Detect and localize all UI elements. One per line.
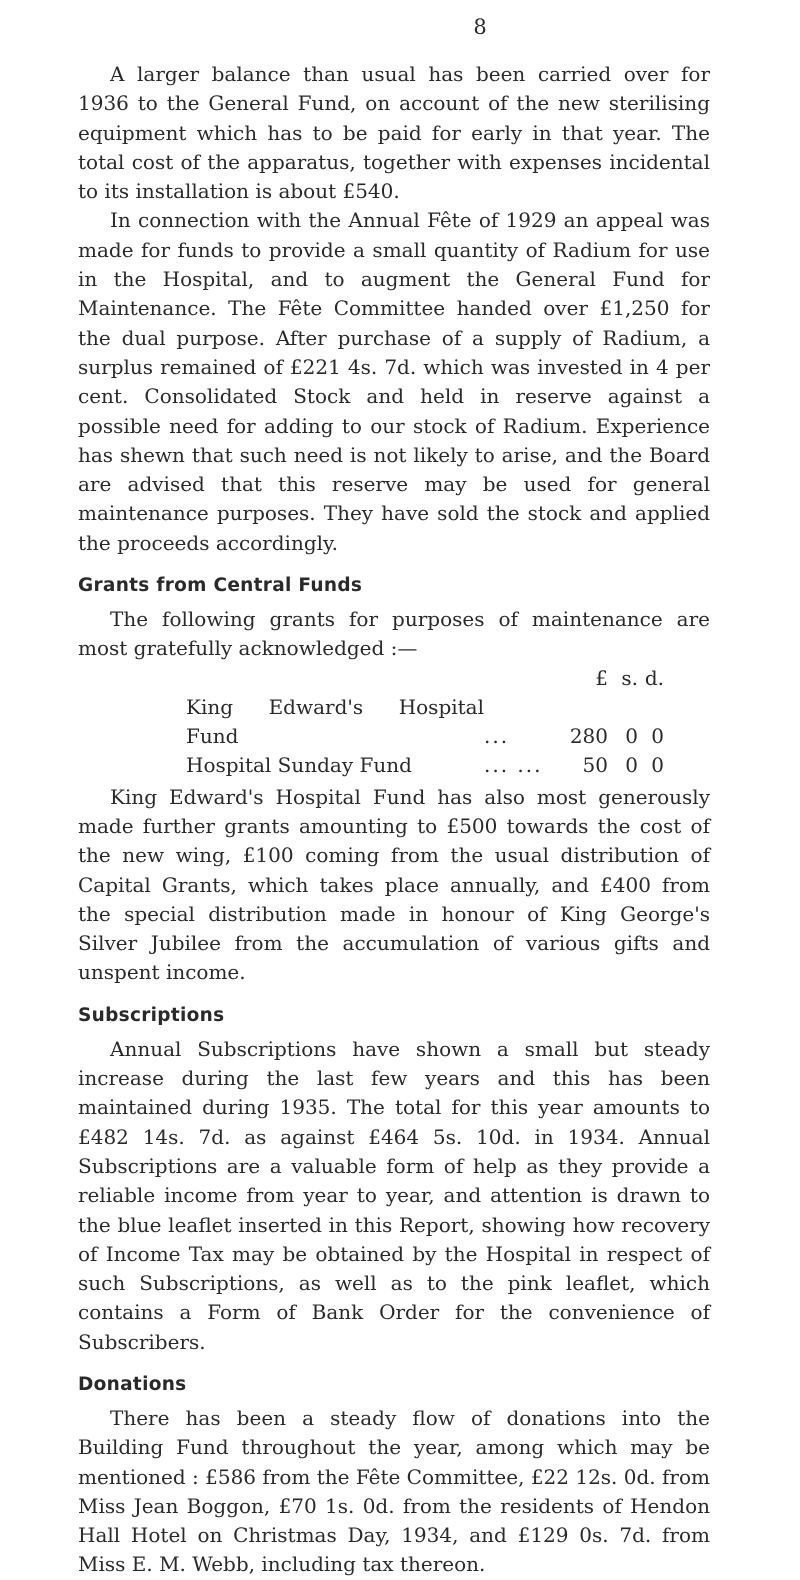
grants-table-header — [186, 664, 664, 693]
column-shillings: s. — [621, 665, 638, 690]
grant-shillings: 0 — [625, 752, 638, 777]
heading-subscriptions: Subscriptions — [78, 1004, 225, 1026]
grant-pence: 0 — [651, 752, 664, 777]
leader-dots: ... — [484, 723, 510, 748]
table-row — [186, 693, 664, 751]
leader-dots: ... ... — [484, 752, 543, 777]
paragraph-king-edward-grants: King Edward's Hospital Fund has also most generously made further grants amounting to £500 towards the cost of the new wing, £100 coming from the usual distribution of Capital Grants, which takes place annually, and £400 from the special distribution made in honour of King George's Silver Jubilee from the accumulation of various gifts and unspent income. — [78, 784, 710, 985]
table-row — [186, 751, 664, 780]
column-pence: d. — [644, 665, 664, 690]
heading-grants: Grants from Central Funds — [78, 575, 363, 597]
grant-shillings: 0 — [625, 723, 638, 748]
heading-donations: Donations — [78, 1373, 187, 1395]
grant-pounds: 280 — [569, 723, 608, 748]
grant-pounds: 50 — [582, 752, 608, 777]
column-pounds: £ — [595, 665, 608, 690]
paragraph-grants-intro: The following grants for purposes of maintenance are most gratefully acknowledged :— — [78, 607, 710, 661]
paragraph-subscriptions: Annual Subscriptions have shown a small but steady increase during the last few years and this has been maintained during 1935. The total for this year amounts to £482 14s. 7d. as against £464 5s. 10d. in 1934. Annual Subscriptions are a valuable form of help as they provide a reliable income from year to year, and attention is drawn to the blue leaflet inserted in this Report, showing how recovery of Income Tax may be obtained by the Hospital in respect of such Subscriptions, as well as to the pink leaflet, which contains a Form of Bank Order for the convenience of Subscribers. — [78, 1036, 710, 1354]
grants-table — [186, 664, 664, 780]
document-body — [78, 60, 710, 1580]
paragraph-annual-fete: In connection with the Annual Fête of 1929 an appeal was made for funds to provide a small quantity of Radium for use in the Hospital, and to augment the General Fund for Maintenance. The Fête Committee handed over £1,250 for the dual purpose. After purchase of a supply of Radium, a surplus remained of £221 4s. 7d. which was invested in 4 per cent. Consolidated Stock and held in reserve against a possible need for adding to our stock of Radium. Experience has shewn that such need is not likely to arise, and the Board are advised that this reserve may be used for general maintenance purposes. They have sold the stock and applied the proceeds accordingly. — [78, 208, 710, 555]
paragraph-balance: A larger balance than usual has been carried over for 1936 to the General Fund, on account of the new sterilising equipment which has to be paid for early in that year. The total cost of the apparatus, together with expenses incidental to its installation is about £540. — [78, 62, 710, 204]
grant-pence: 0 — [651, 723, 664, 748]
page-number: 8 — [473, 15, 487, 39]
grant-name: King Edward's Hospital Fund — [186, 694, 484, 748]
paragraph-donations: There has been a steady flow of donations into the Building Fund throughout the year, among which may be mentioned : £586 from the Fête Committee, £22 12s. 0d. from Miss Jean Boggon, £70 1s. 0d. from the residents of Hendon Hall Hotel on Christmas Day, 1934, and £129 0s. 7d. from Miss E. M. Webb, including tax thereon. — [78, 1405, 710, 1577]
grant-name: Hospital Sunday Fund — [186, 752, 412, 777]
